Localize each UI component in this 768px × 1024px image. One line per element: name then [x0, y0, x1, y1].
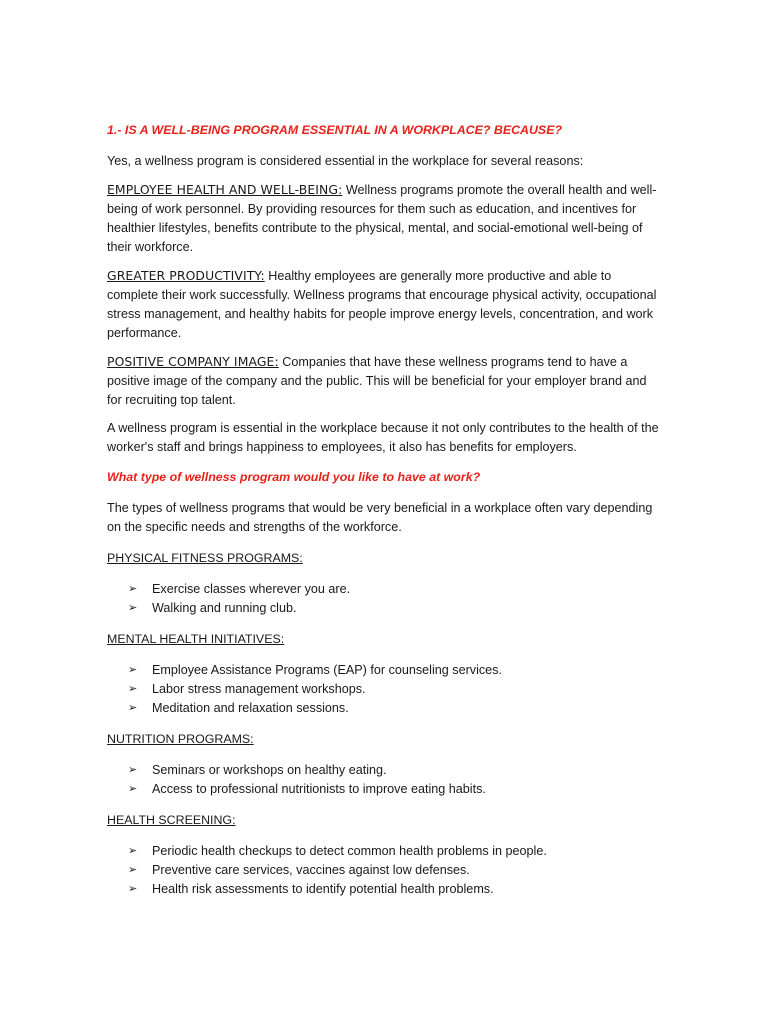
arrow-bullet-icon: ➢ — [128, 845, 138, 857]
arrow-bullet-icon: ➢ — [128, 764, 138, 776]
reason-employee-health — [107, 180, 663, 257]
reason-company-image — [107, 352, 663, 410]
reason-text: Wellness programs promote the overall health and well-being of work personnel. By providing resources for them such as education, and incentives for healthier lifestyles, benefits contribute to the physical, mental, and social-emotional well-being of their workforce. — [107, 183, 657, 254]
reason-text: Companies that have these wellness programs tend to have a positive image of the company and the public. This will be beneficial for your employer brand and for recruiting top talent. — [107, 355, 647, 407]
list-item: ➢ Exercise classes wherever you are. — [128, 580, 663, 599]
health-screening-list — [107, 842, 663, 899]
nutrition-list — [107, 761, 663, 799]
reason-productivity — [107, 266, 663, 343]
mental-health-list — [107, 661, 663, 718]
reason-label: POSITIVE COMPANY IMAGE: — [107, 354, 279, 369]
list-item: ➢ Seminars or workshops on healthy eating. — [128, 761, 663, 780]
physical-fitness-list — [107, 580, 663, 618]
question-2-heading: What type of wellness program would you like to have at work? — [107, 470, 481, 484]
arrow-bullet-icon: ➢ — [128, 783, 138, 795]
section-title-physical-fitness: PHYSICAL FITNESS PROGRAMS: — [107, 551, 303, 565]
list-item: ➢ Walking and running club. — [128, 599, 663, 618]
arrow-bullet-icon: ➢ — [128, 702, 138, 714]
conclusion-paragraph: A wellness program is essential in the workplace because it not only contributes to the health of the worker's staff and brings happiness to employees, it also has benefits for employers. — [107, 421, 659, 454]
list-item: ➢ Health risk assessments to identify potential health problems. — [128, 880, 663, 899]
section-title-health-screening: HEALTH SCREENING: — [107, 813, 236, 827]
arrow-bullet-icon: ➢ — [128, 583, 138, 595]
arrow-bullet-icon: ➢ — [128, 683, 138, 695]
list-item: ➢ Periodic health checkups to detect common health problems in people. — [128, 842, 663, 861]
document-page — [107, 121, 663, 909]
list-item: ➢ Labor stress management workshops. — [128, 680, 663, 699]
arrow-bullet-icon: ➢ — [128, 864, 138, 876]
intro-paragraph: Yes, a wellness program is considered essential in the workplace for several reasons: — [107, 154, 584, 168]
question-1-heading: 1.- IS A WELL-BEING PROGRAM ESSENTIAL IN A WORKPLACE? BECAUSE? — [107, 123, 563, 137]
reason-label: EMPLOYEE HEALTH AND WELL-BEING: — [107, 182, 343, 197]
reason-text: Healthy employees are generally more productive and able to complete their work successfully. Wellness programs that encourage physical activity, occupational stress management, and healthy habits for people improve energy levels, concentration, and work performance. — [107, 269, 657, 340]
arrow-bullet-icon: ➢ — [128, 664, 138, 676]
list-item: ➢ Access to professional nutritionists to improve eating habits. — [128, 780, 663, 799]
reason-label: GREATER PRODUCTIVITY: — [107, 268, 265, 283]
arrow-bullet-icon: ➢ — [128, 602, 138, 614]
arrow-bullet-icon: ➢ — [128, 883, 138, 895]
list-item: ➢ Preventive care services, vaccines against low defenses. — [128, 861, 663, 880]
section-title-mental-health: MENTAL HEALTH INITIATIVES: — [107, 632, 285, 646]
section-title-nutrition: NUTRITION PROGRAMS: — [107, 732, 254, 746]
list-item: ➢ Meditation and relaxation sessions. — [128, 699, 663, 718]
list-item: ➢ Employee Assistance Programs (EAP) for counseling services. — [128, 661, 663, 680]
types-intro-paragraph: The types of wellness programs that would be very beneficial in a workplace often vary depending on the specific needs and strengths of the workforce. — [107, 501, 653, 534]
